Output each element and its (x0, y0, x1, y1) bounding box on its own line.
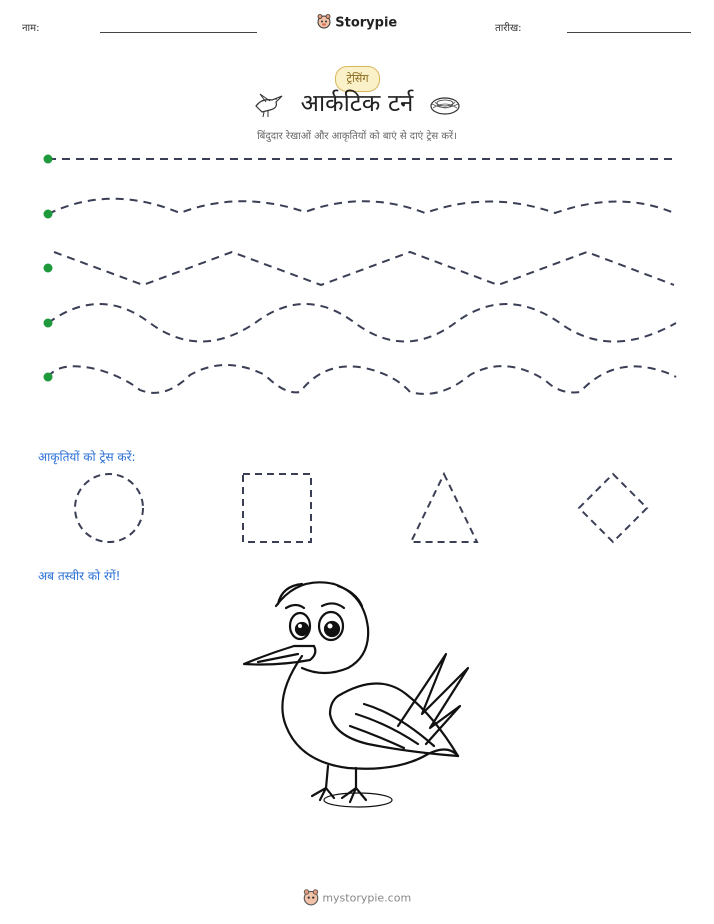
tracing-badge: ट्रेसिंग (335, 66, 380, 92)
trace-line-wave-1 (48, 199, 674, 214)
storypie-logo-icon (303, 888, 319, 909)
page-title: आर्कटिक टर्न (300, 89, 414, 117)
date-label: तारीख: (495, 23, 522, 34)
start-dot (44, 373, 53, 382)
trace-triangle (411, 474, 477, 542)
trace-line-zigzag (54, 252, 674, 285)
nest-icon (429, 95, 461, 121)
start-dot (44, 319, 53, 328)
name-label: नाम: (22, 23, 40, 34)
start-dot (44, 155, 53, 164)
section-shapes-title: आकृतियों को ट्रेस करें: (38, 450, 136, 464)
tracing-lines (0, 140, 714, 400)
storypie-logo-icon (317, 13, 331, 33)
date-line[interactable] (567, 32, 691, 33)
footer (0, 888, 714, 909)
brand-name: Storypie (335, 15, 398, 31)
start-dot (44, 264, 53, 273)
brand (0, 13, 714, 33)
trace-line-wave-2 (48, 304, 676, 342)
trace-shapes (0, 470, 714, 550)
trace-diamond (579, 474, 647, 542)
trace-square (243, 474, 311, 542)
trace-line-wave-3 (48, 365, 676, 394)
start-dot (44, 210, 53, 219)
section-color-title: अब तस्वीर को रंगें! (38, 569, 121, 583)
trace-circle (75, 474, 143, 542)
page-subtitle: बिंदुदार रेखाओं और आकृतियों को बाएं से दाएं ट्रेस करें। (257, 131, 457, 142)
footer-url[interactable]: mystorypie.com (322, 891, 412, 905)
arctic-tern-coloring-image (238, 576, 478, 816)
